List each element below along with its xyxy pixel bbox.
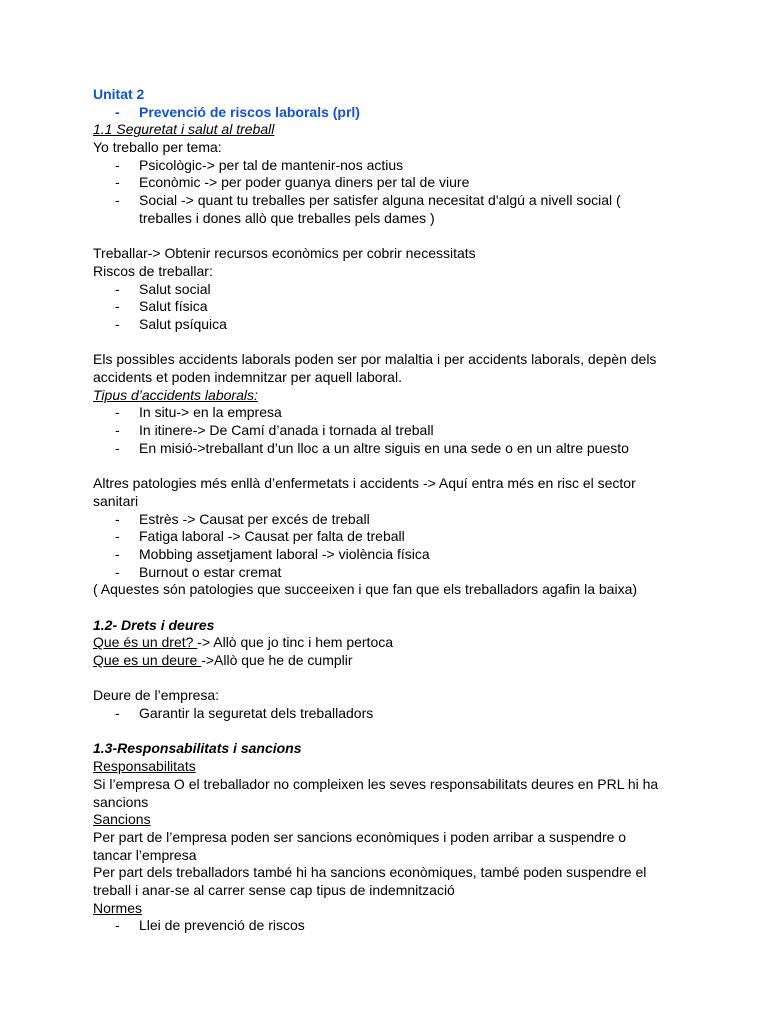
paragraph: Si l’empresa O el treballador no compleixen les seves responsabilitats deures en PRL hi ha (93, 775, 659, 792)
list-item-text: En misió->treballant d’un lloc a un altre siguis en una sede o en un altre puesto (139, 439, 629, 456)
list-item (93, 917, 693, 935)
spacer (93, 228, 693, 246)
list-item-text: Social -> quant tu treballes per satisfer alguna necesitat d'algú a nivell social ( (139, 192, 621, 209)
list-item (93, 192, 693, 210)
list-item-text: Mobbing assetjament laboral -> violència física (139, 545, 430, 562)
section-title (93, 104, 693, 122)
list-item-text: Salut psíquica (139, 315, 227, 332)
heading-1-3: 1.3-Responsabilitats i sancions (93, 740, 302, 757)
paragraph (93, 652, 693, 670)
list-item-continuation: treballes i dones allò que treballes pels dames ) (139, 209, 435, 226)
heading-1-1: 1.1 Seguretat i salut al treball (93, 121, 275, 138)
list-item-text: Llei de prevenció de riscos (139, 917, 305, 934)
list-item (93, 440, 693, 458)
answer-right: -> Allò que jo tinc i hem pertoca (197, 634, 394, 651)
list-item (93, 404, 693, 422)
bullet-dash: - (115, 422, 120, 439)
paragraph: tancar l’empresa (93, 846, 197, 863)
list-item-text: Salut física (139, 298, 208, 315)
bullet-dash: - (115, 192, 120, 209)
list-item (93, 316, 693, 334)
bullet-dash: - (115, 280, 120, 297)
bullet-dash: - (115, 510, 120, 527)
bullet-dash: - (115, 404, 120, 421)
bullet-dash: - (115, 528, 120, 545)
spacer (93, 457, 693, 475)
bullet-dash: - (115, 315, 120, 332)
section-title-text: Prevenció de riscos laborals (prl) (139, 103, 360, 120)
answer-duty: ->Allò que he de cumplir (201, 652, 353, 668)
list-item (93, 174, 693, 192)
paragraph: Els possibles accidents laborals poden ser por malaltia i per accidents laborals, depèn dels (93, 351, 657, 368)
question-duty: Que es un deure (93, 652, 202, 668)
spacer (93, 670, 693, 688)
bullet-dash: - (115, 174, 120, 191)
list-item (93, 422, 693, 440)
paragraph: Yo treballo per tema: (93, 139, 222, 156)
list-item (93, 157, 693, 175)
unit-title: Unitat 2 (93, 86, 145, 102)
list-item (93, 298, 693, 316)
paragraph: ( Aquestes són patologies que succeeixen i que fan que els treballadors agafin la baixa) (93, 581, 638, 598)
responsibilities-heading: Responsabilitats (93, 758, 196, 775)
paragraph: sancions (93, 793, 149, 810)
bullet-dash: - (115, 563, 120, 580)
paragraph: Deure de l’empresa: (93, 687, 220, 704)
list-item-text: In situ-> en la empresa (139, 404, 282, 421)
list-item (93, 564, 693, 582)
bullet-dash: - (115, 439, 120, 456)
list-item-text: Garantir la seguretat dels treballadors (139, 705, 374, 722)
sanctions-heading: Sancions (93, 811, 151, 828)
paragraph: Per part dels treballadors també hi ha sancions econòmiques, també poden suspendre el (93, 864, 647, 881)
list-item-text: Salut social (139, 280, 211, 297)
paragraph: accidents et poden indemnitzar per aquell laboral. (93, 369, 402, 385)
paragraph: treball i anar-se al carrer sense cap tipus de indemnització (93, 881, 455, 898)
list-item-text: Estrès -> Causat per excés de treball (139, 510, 370, 527)
paragraph: Per part de l’empresa poden ser sancions econòmiques i poden arribar a suspendre o (93, 828, 627, 845)
list-item-text: Fatiga laboral -> Causat per falta de treball (139, 528, 405, 545)
list-item (93, 281, 693, 299)
spacer (93, 599, 693, 617)
accident-types-heading: Tipus d’accidents laborals: (93, 386, 258, 403)
paragraph: Altres patologies més enllà d’enfermetats i accidents -> Aquí entra més en risc el sector (93, 475, 636, 492)
bullet-dash: - (115, 917, 120, 934)
heading-1-2: 1.2- Drets i deures (93, 616, 215, 633)
list-item (93, 705, 693, 723)
bullet-dash: - (115, 705, 120, 722)
spacer (93, 723, 693, 741)
bullet-dash: - (115, 103, 120, 120)
document-body (93, 86, 693, 935)
paragraph (93, 634, 693, 652)
norms-heading: Normes (93, 899, 143, 916)
paragraph: Riscos de treballar: (93, 262, 213, 279)
paragraph: Treballar-> Obtenir recursos econòmics per cobrir necessitats (93, 245, 476, 262)
bullet-dash: - (115, 545, 120, 562)
list-item (93, 511, 693, 529)
list-item-text: Psicològic-> per tal de mantenir-nos actius (139, 156, 404, 173)
question-right: Que és un dret? (93, 634, 198, 651)
paragraph: sanitari (93, 492, 139, 509)
list-item-text: Econòmic -> per poder guanya diners per tal de viure (139, 174, 470, 191)
list-item-text: Burnout o estar cremat (139, 563, 282, 580)
bullet-dash: - (115, 156, 120, 173)
list-item (93, 546, 693, 564)
list-item-text: In itinere-> De Camí d’anada i tornada al treball (139, 422, 434, 439)
bullet-dash: - (115, 298, 120, 315)
spacer (93, 334, 693, 352)
list-item (93, 528, 693, 546)
